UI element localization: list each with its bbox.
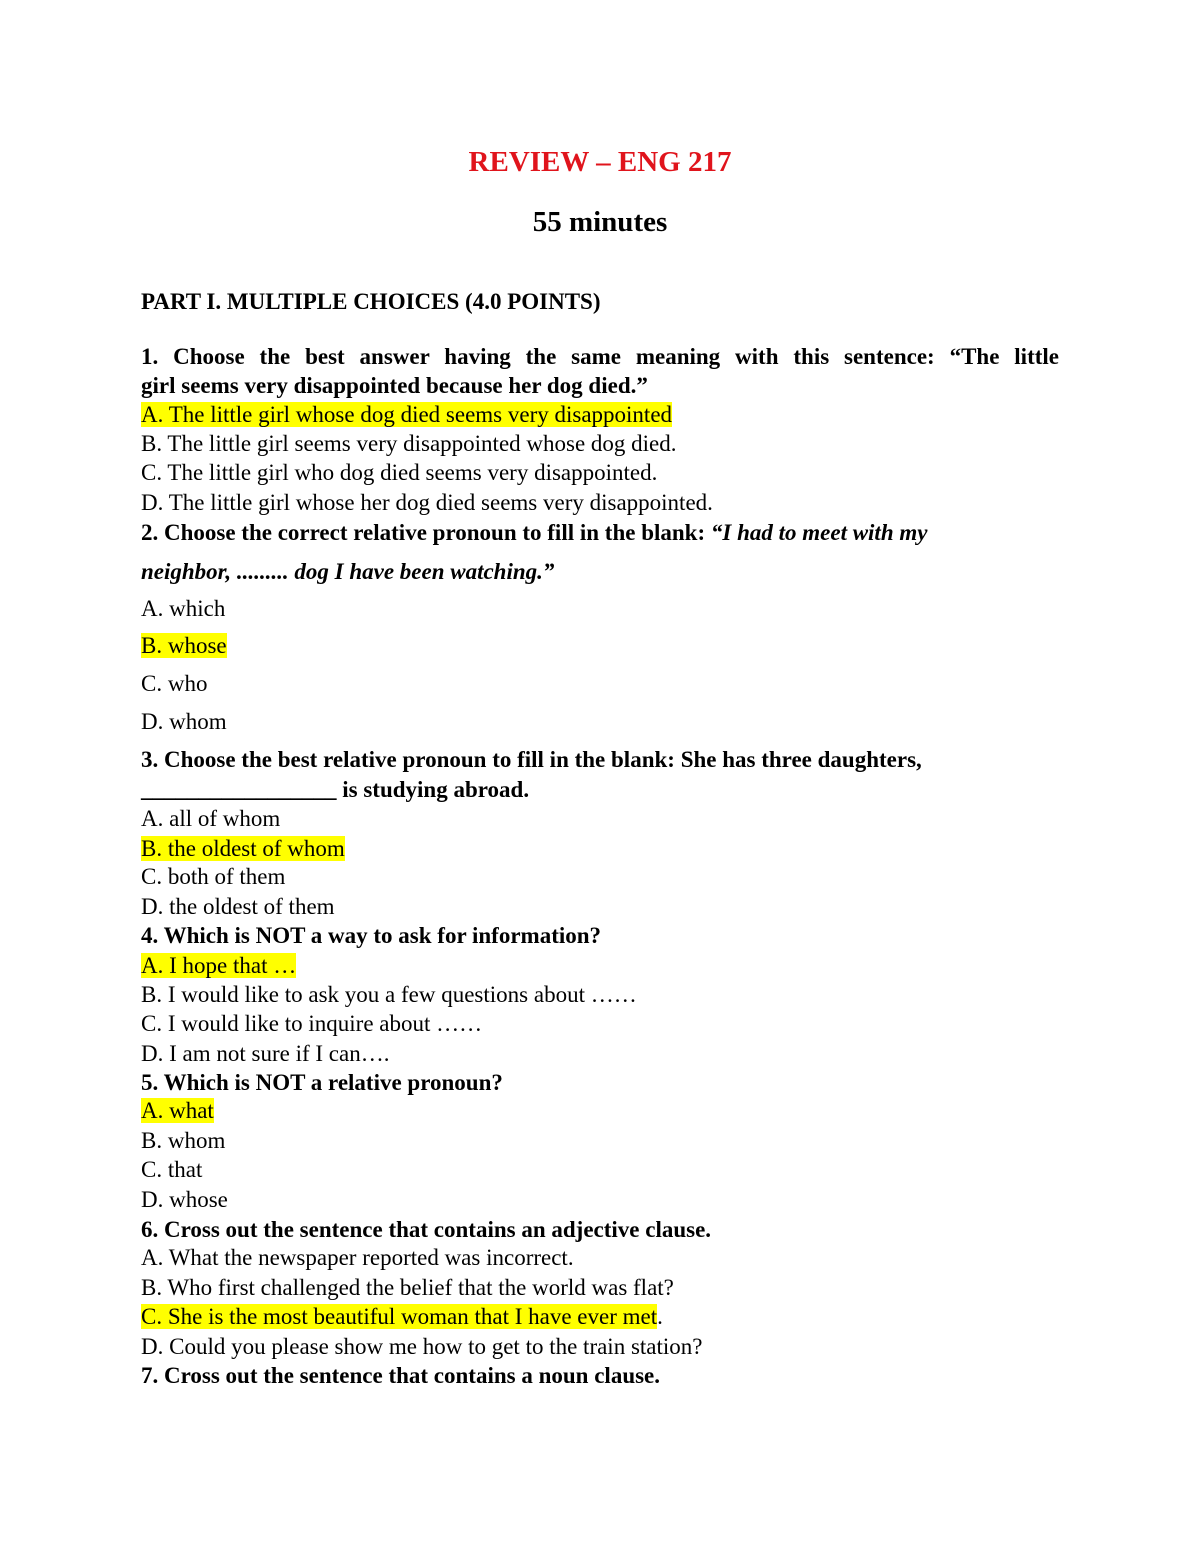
question-5-option-a [141, 1097, 214, 1125]
answer-highlight: A. what [141, 1098, 214, 1123]
question-1-option-d: D. The little girl whose her dog died seems very disappointed. [141, 490, 713, 515]
question-5-option-c: C. that [141, 1157, 203, 1182]
question-2-stem-line-1 [141, 519, 927, 547]
question-1-stem-line-2: girl seems very disappointed because her dog died.” [141, 373, 648, 398]
question-2-stem-line-2: neighbor, ......... dog I have been watching.” [141, 559, 555, 584]
question-2-stem-prefix: 2. Choose the correct relative pronoun to fill in the blank: [141, 520, 711, 545]
question-4-option-a [141, 952, 296, 980]
question-2-option-d: D. whom [141, 709, 227, 734]
question-6-option-d: D. Could you please show me how to get to the train station? [141, 1334, 703, 1359]
page-title: REVIEW – ENG 217 [468, 146, 732, 178]
answer-highlight: B. the oldest of whom [141, 836, 345, 861]
question-5-option-b: B. whom [141, 1128, 226, 1153]
question-4-option-c: C. I would like to inquire about …… [141, 1011, 483, 1036]
question-3-option-d: D. the oldest of them [141, 894, 335, 919]
question-6-stem: 6. Cross out the sentence that contains an adjective clause. [141, 1217, 712, 1242]
question-1-stem-line-1: 1. Choose the best answer having the same meaning with this sentence: “The little [141, 344, 1059, 369]
question-2-option-a: A. which [141, 596, 226, 621]
answer-highlight: C. She is the most beautiful woman that I have ever met [141, 1304, 658, 1329]
question-3-option-c: C. both of them [141, 864, 286, 889]
question-3-option-b [141, 835, 345, 863]
question-2-stem-quote: “I had to meet with my [710, 520, 928, 545]
question-2-option-b [141, 632, 227, 660]
question-7-stem: 7. Cross out the sentence that contains a noun clause. [141, 1363, 661, 1388]
answer-highlight: A. The little girl whose dog died seems very disappointed [141, 402, 673, 427]
question-3-stem-line-2: _________________ is studying abroad. [141, 777, 530, 802]
question-3-stem-line-1: 3. Choose the best relative pronoun to fill in the blank: She has three daughters, [141, 747, 922, 772]
question-1-option-c: C. The little girl who dog died seems very disappointed. [141, 460, 658, 485]
answer-highlight: A. I hope that … [141, 953, 297, 978]
question-6-option-c [141, 1303, 663, 1331]
question-3-option-a: A. all of whom [141, 806, 281, 831]
answer-highlight: B. whose [141, 633, 227, 658]
question-5-stem: 5. Which is NOT a relative pronoun? [141, 1070, 503, 1095]
question-1-option-a [141, 401, 672, 429]
question-6-option-b: B. Who first challenged the belief that the world was flat? [141, 1275, 674, 1300]
question-4-option-b: B. I would like to ask you a few questions about …… [141, 982, 637, 1007]
part-heading: PART I. MULTIPLE CHOICES (4.0 POINTS) [141, 289, 601, 314]
question-4-stem: 4. Which is NOT a way to ask for information? [141, 923, 602, 948]
option-c-period: . [657, 1304, 663, 1329]
question-1-option-b: B. The little girl seems very disappointed whose dog died. [141, 431, 677, 456]
question-2-option-c: C. who [141, 671, 208, 696]
question-4-option-d: D. I am not sure if I can…. [141, 1041, 390, 1066]
question-5-option-d: D. whose [141, 1187, 228, 1212]
exam-duration: 55 minutes [532, 206, 668, 238]
question-6-option-a: A. What the newspaper reported was incorrect. [141, 1245, 574, 1270]
